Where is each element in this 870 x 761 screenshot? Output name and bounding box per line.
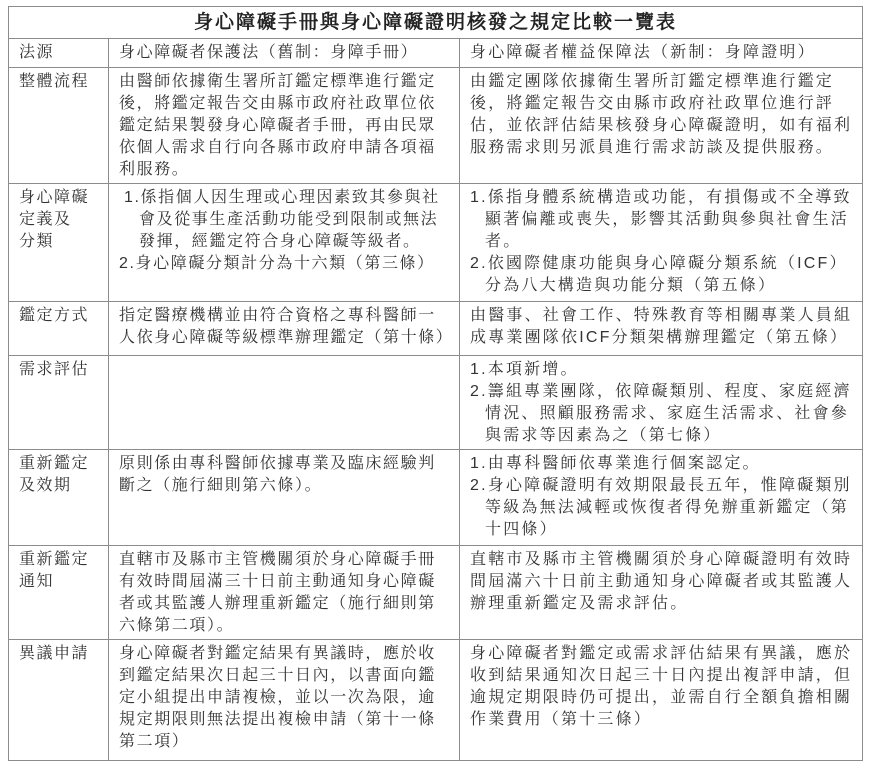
old-law-cell	[109, 184, 460, 302]
new-law-item: 1.係指身體系統構造或功能，有損傷或不全導致顯著偏離或喪失，影響其活動與參與社會生活者。	[470, 189, 852, 250]
new-law-item: 2.身心障礙證明有效期限最長五年，惟障礙類別等級為無法減輕或恢復者得免辦重新鑑定（第十四條）	[470, 477, 852, 538]
new-law-text: 身心障礙者對鑑定或需求評估結果有異議，應於收到結果通知次日起三十日內提出複評申請，但逾規定期限時仍可提出，並需自行全額負擔相關作業費用（第十三條）	[470, 645, 853, 728]
new-law-cell	[460, 68, 863, 184]
old-law-item: 2.身心障礙分類計分為十六類（第三條）	[119, 255, 435, 272]
new-law-cell	[460, 302, 863, 356]
header-row	[9, 39, 863, 68]
new-law-cell	[460, 184, 863, 302]
table-row	[9, 302, 863, 356]
table-row	[9, 356, 863, 450]
old-law-text: 由醫師依據衛生署所訂鑑定標準進行鑑定後，將鑑定報告交由縣市政府社政單位依鑑定結果製發身心障礙者手冊，再由民眾依個人需求自行向各縣市政府申請各項福利服務。	[119, 73, 436, 178]
new-law-text: 直轄市及縣市主管機關須於身心障礙證明有效時間屆滿六十日前主動通知身心障礙者或其監護人辦理重新鑑定及需求評估。	[470, 551, 853, 612]
table-title: 身心障礙手冊與身心障礙證明核發之規定比較一覽表	[9, 7, 863, 39]
new-law-cell	[460, 356, 863, 450]
row-label-line: 分類	[19, 233, 55, 250]
old-law-cell	[109, 546, 460, 640]
new-law-cell	[460, 450, 863, 546]
old-law-text: 身心障礙者對鑑定結果有異議時，應於收到鑑定結果次日起三十日內，以書面向鑑定小組提出申請複檢，並以一次為限，逾規定期限則無法提出複檢申請（第十一條第二項）	[119, 645, 436, 750]
title-row	[9, 7, 863, 39]
old-law-text: 指定醫療機構並由符合資格之專科醫師一人依身心障礙等級標準辦理鑑定（第十條）	[119, 307, 454, 346]
header-old-law: 身心障礙者保護法（舊制：身障手冊）	[109, 39, 460, 68]
row-label-line: 身心障礙	[19, 189, 90, 206]
old-law-cell	[109, 302, 460, 356]
row-label-cell	[9, 546, 109, 640]
table-row	[9, 450, 863, 546]
comparison-table	[8, 6, 863, 761]
row-label: 鑑定方式	[19, 307, 90, 324]
row-label-line: 定義及	[19, 211, 72, 228]
old-law-cell	[109, 640, 460, 761]
row-label: 需求評估	[19, 361, 90, 378]
row-label: 異議申請	[19, 645, 90, 662]
row-label-cell	[9, 68, 109, 184]
new-law-item: 1.由專科醫師依專業進行個案認定。	[470, 455, 761, 472]
old-law-text: 原則係由專科醫師依據專業及臨床經驗判斷之（施行細則第六條）。	[119, 455, 436, 494]
new-law-item: 1.本項新增。	[470, 361, 579, 378]
old-law-text: 直轄市及縣市主管機關須於身心障礙手冊有效時間屆滿三十日前主動通知身心障礙者或其監護人辦理重新鑑定（施行細則第六條第二項）。	[119, 551, 436, 634]
old-law-cell-empty	[109, 356, 460, 450]
header-new-law: 身心障礙者權益保障法（新制：身障證明）	[460, 39, 863, 68]
row-label-cell	[9, 450, 109, 546]
old-law-item: 1.係指個人因生理或心理因素致其參與社會及從事生產活動功能受到限制或無法發揮，經鑑定符合身心障礙等級者。	[124, 189, 440, 250]
new-law-text: 由鑑定團隊依據衛生署所訂鑑定標準進行鑑定後，將鑑定報告交由縣市政府社政單位進行評估，並依評估結果核發身心障礙證明，如有福利服務需求則另派員進行需求訪談及提供服務。	[470, 73, 853, 156]
row-label-cell	[9, 302, 109, 356]
row-label-cell	[9, 640, 109, 761]
new-law-cell	[460, 546, 863, 640]
old-law-cell	[109, 450, 460, 546]
new-law-item: 2.依國際健康功能與身心障礙分類系統（ICF）分為八大構造與功能分類（第五條）	[470, 255, 848, 294]
row-label-line: 通知	[19, 573, 55, 590]
table-row	[9, 640, 863, 761]
table-row	[9, 184, 863, 302]
table-row	[9, 546, 863, 640]
header-source: 法源	[9, 39, 109, 68]
old-law-cell	[109, 68, 460, 184]
new-law-text: 由醫事、社會工作、特殊教育等相關專業人員組成專業團隊依ICF分類架構辦理鑑定（第五條）	[470, 307, 853, 346]
row-label-cell	[9, 184, 109, 302]
row-label-line: 重新鑑定	[19, 455, 90, 472]
row-label: 整體流程	[19, 73, 90, 90]
table-row	[9, 68, 863, 184]
row-label-line: 及效期	[19, 477, 72, 494]
new-law-cell	[460, 640, 863, 761]
new-law-item: 2.籌組專業團隊，依障礙類別、程度、家庭經濟情況、照顧服務需求、家庭生活需求、社會參與需求等因素為之（第七條）	[470, 383, 852, 444]
row-label-line: 重新鑑定	[19, 551, 90, 568]
row-label-cell	[9, 356, 109, 450]
